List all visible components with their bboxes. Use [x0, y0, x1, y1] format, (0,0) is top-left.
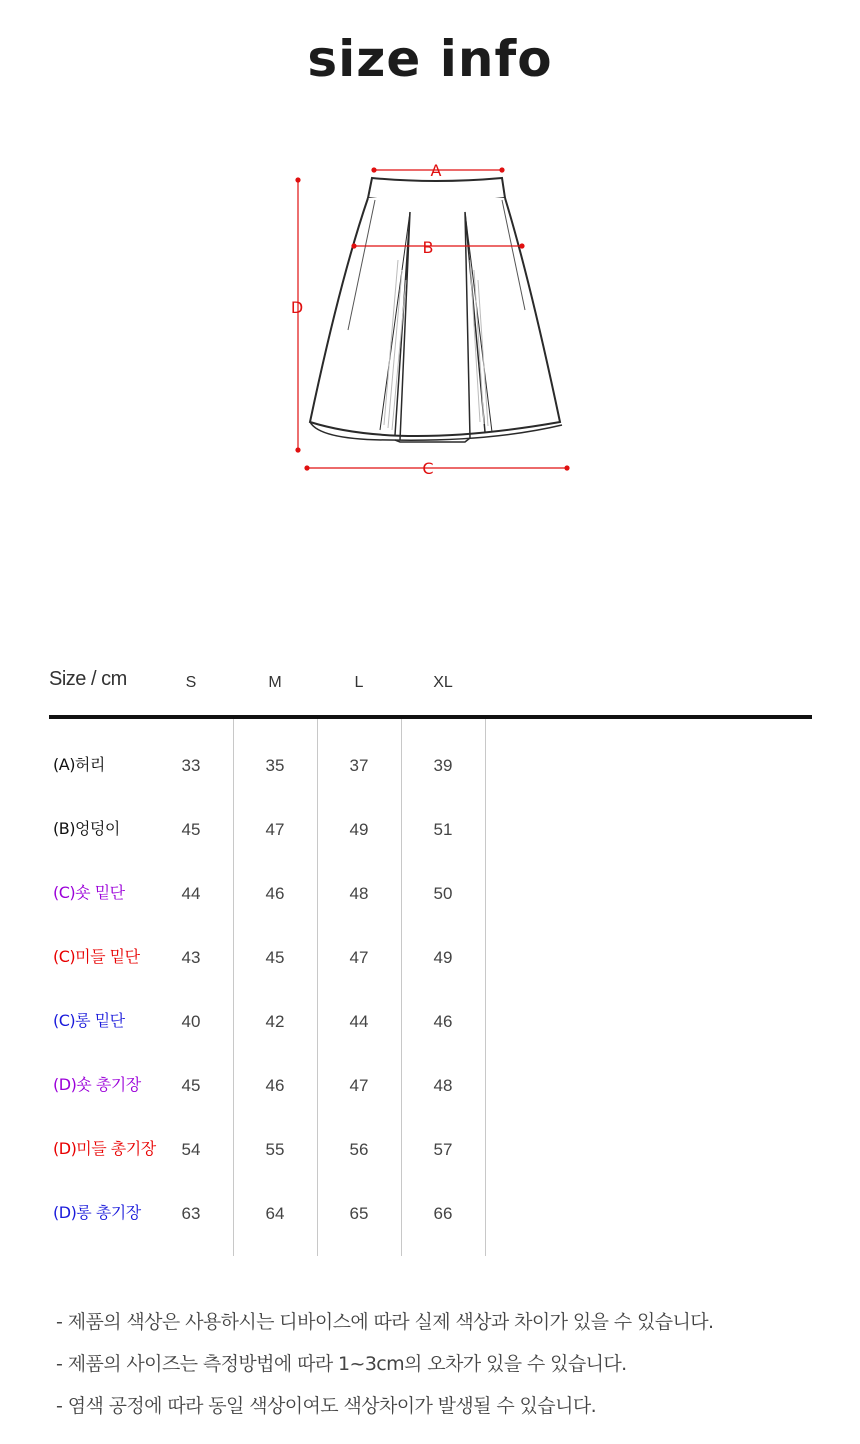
row-label: (B)엉덩이 — [53, 819, 120, 838]
table-cell: 47 — [349, 948, 369, 967]
header-divider — [49, 715, 812, 719]
notice-item: - 염색 공정에 따라 동일 색상이여도 색상차이가 발생될 수 있습니다. — [56, 1395, 597, 1417]
dim-label-b: B — [422, 238, 434, 257]
table-cell: 33 — [181, 756, 201, 775]
table-cell: 56 — [349, 1140, 369, 1159]
column-header-l: L — [354, 674, 364, 691]
row-label: (A)허리 — [53, 755, 105, 774]
table-row — [49, 1200, 812, 1264]
table-cell: 49 — [433, 948, 453, 967]
table-cell: 57 — [433, 1140, 453, 1159]
table-cell: 44 — [349, 1012, 369, 1031]
table-cell: 43 — [181, 948, 201, 967]
table-row — [49, 752, 812, 816]
table-cell: 46 — [265, 1076, 285, 1095]
table-cell: 44 — [181, 884, 201, 903]
notice-list — [56, 1306, 836, 1432]
notice-item: - 제품의 사이즈는 측정방법에 따라 1~3cm의 오차가 있을 수 있습니다. — [56, 1353, 627, 1375]
row-label: (D)롱 총기장 — [53, 1203, 141, 1222]
table-cell: 39 — [433, 756, 453, 775]
table-cell: 40 — [181, 1012, 201, 1031]
size-table-header — [49, 660, 812, 716]
table-row — [49, 1072, 812, 1136]
table-cell: 48 — [349, 884, 369, 903]
table-cell: 46 — [265, 884, 285, 903]
table-cell: 45 — [181, 820, 201, 839]
table-cell: 45 — [181, 1076, 201, 1095]
table-cell: 65 — [349, 1204, 369, 1223]
skirt-illustration — [310, 178, 562, 442]
dim-label-d: D — [290, 298, 304, 317]
table-cell: 63 — [181, 1204, 201, 1223]
table-row — [49, 1136, 812, 1200]
skirt-measurement-diagram — [280, 150, 580, 480]
table-cell: 50 — [433, 884, 453, 903]
table-cell: 54 — [181, 1140, 201, 1159]
table-row — [49, 816, 812, 880]
table-cell: 49 — [349, 820, 369, 839]
row-label: (D)미들 총기장 — [53, 1139, 156, 1158]
table-row — [49, 1008, 812, 1072]
table-cell: 47 — [265, 820, 285, 839]
row-label: (C)롱 밑단 — [53, 1011, 125, 1030]
table-cell: 51 — [433, 820, 453, 839]
dim-label-a: A — [430, 161, 442, 180]
table-row — [49, 944, 812, 1008]
table-cell: 45 — [265, 948, 285, 967]
table-cell: 35 — [265, 756, 285, 775]
table-cell: 48 — [433, 1076, 453, 1095]
row-label: (C)미들 밑단 — [53, 947, 140, 966]
notice-item: - 제품의 색상은 사용하시는 디바이스에 따라 실제 색상과 차이가 있을 수 있습니다. — [56, 1311, 714, 1333]
row-label: (C)숏 밑단 — [53, 883, 125, 902]
size-unit-header: Size / cm — [49, 668, 127, 690]
table-cell: 37 — [349, 756, 369, 775]
table-cell: 47 — [349, 1076, 369, 1095]
dim-label-c: C — [422, 459, 434, 478]
row-label: (D)숏 총기장 — [53, 1075, 141, 1094]
table-cell: 66 — [433, 1204, 453, 1223]
table-cell: 42 — [265, 1012, 285, 1031]
column-header-xl: XL — [433, 674, 453, 691]
table-cell: 46 — [433, 1012, 453, 1031]
page-title: size info — [307, 30, 553, 88]
column-header-s: S — [185, 674, 197, 691]
table-row — [49, 880, 812, 944]
table-cell: 55 — [265, 1140, 285, 1159]
table-cell: 64 — [265, 1204, 285, 1223]
column-header-m: M — [268, 674, 282, 691]
